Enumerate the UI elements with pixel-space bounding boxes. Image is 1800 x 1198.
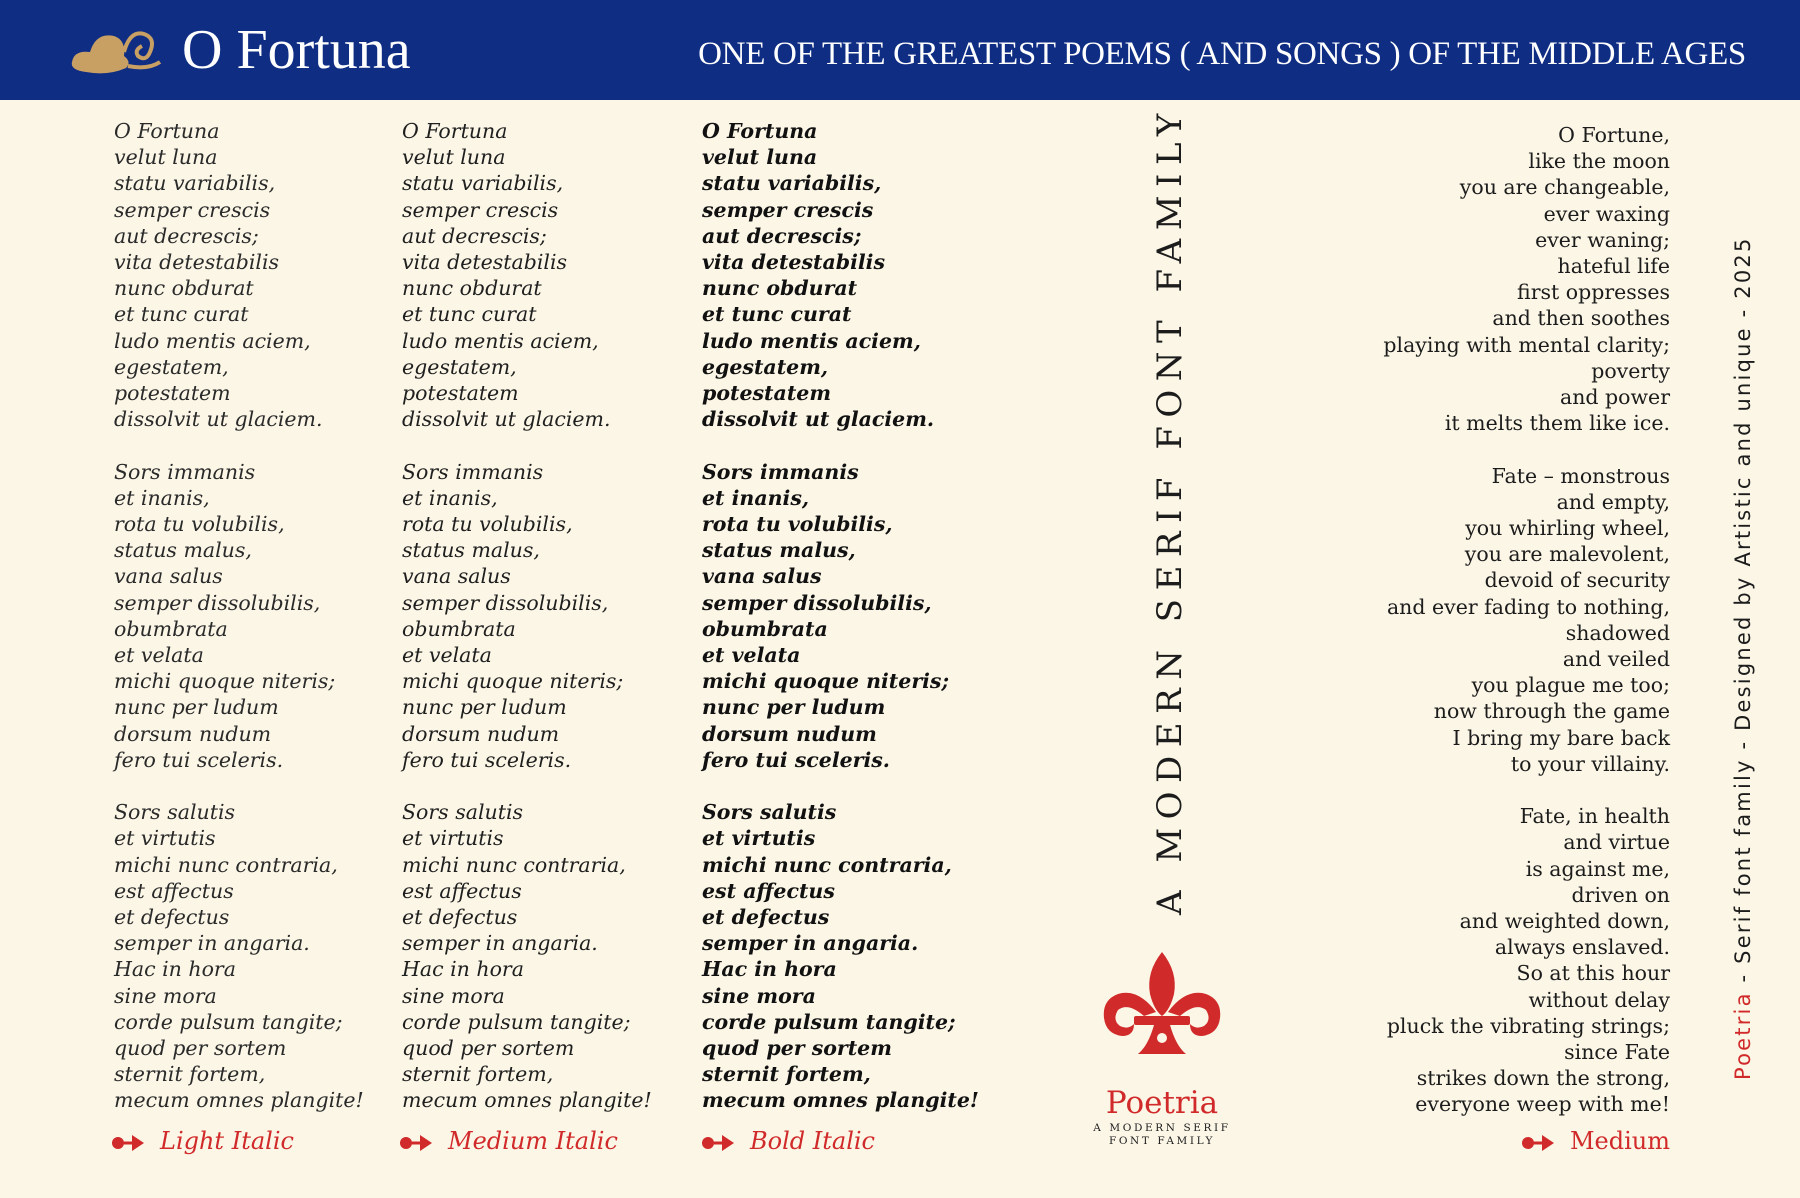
poetria-logo-subtitle-2: FONT FAMILY <box>1108 1135 1216 1147</box>
poem-line: potestatem <box>402 381 519 406</box>
poem-line: ever waning; <box>1535 227 1670 252</box>
poem-line: and empty, <box>1556 489 1670 514</box>
poem-line: sternit fortem, <box>114 1062 266 1087</box>
poem-line: nunc obdurat <box>402 276 542 301</box>
poem-line: rota tu volubilis, <box>114 512 285 537</box>
poem-line: statu variabilis, <box>114 171 276 196</box>
poem-line: quod per sortem <box>402 1036 575 1061</box>
poem-line: semper in angaria. <box>114 931 310 956</box>
caption-bold-italic <box>700 1124 875 1158</box>
caption-label: Bold Italic <box>750 1127 875 1155</box>
poem-line: et defectus <box>402 905 518 930</box>
poem-line: vana salus <box>114 564 223 589</box>
poem-line: first oppresses <box>1517 280 1670 305</box>
poem-line: status malus, <box>702 538 856 563</box>
poem-line: corde pulsum tangite; <box>702 1009 956 1034</box>
poem-line: dissolvit ut glaciem. <box>702 407 935 432</box>
poem-line: and power <box>1559 385 1670 410</box>
poem-line: semper dissolubilis, <box>402 590 609 615</box>
header-bar <box>0 0 1800 100</box>
poem-line: et velata <box>702 643 801 668</box>
poem-line: sine mora <box>402 983 505 1008</box>
poem-line: semper in angaria. <box>402 931 598 956</box>
poem-line: et inanis, <box>702 485 809 510</box>
stanza <box>402 799 652 1113</box>
caption-light-italic <box>110 1124 294 1158</box>
poem-line: it melts them like ice. <box>1444 411 1670 436</box>
poem-line: quod per sortem <box>702 1036 892 1061</box>
arrow-pointer-icon <box>1520 1132 1562 1154</box>
poem-line: driven on <box>1571 882 1670 907</box>
poem-line: nunc obdurat <box>702 276 858 301</box>
poem-line: poverty <box>1591 358 1670 383</box>
hat-swirl-icon <box>68 22 168 78</box>
poem-line: O Fortuna <box>114 119 220 143</box>
vertical-credit <box>1727 235 1759 1080</box>
poem-line: et inanis, <box>114 485 210 510</box>
poem-line: So at this hour <box>1516 961 1670 986</box>
poem-line: et tunc curat <box>702 302 852 327</box>
poem-line: semper crescis <box>114 197 271 222</box>
poem-line: Hac in hora <box>114 957 236 982</box>
poem-line: statu variabilis, <box>402 171 564 196</box>
caption-label: Light Italic <box>160 1127 294 1155</box>
poem-line: semper dissolubilis, <box>702 590 932 615</box>
latin-column-light-italic <box>114 118 364 1140</box>
poem-line: Fate – monstrous <box>1491 463 1670 488</box>
poem-line: fero tui sceleris. <box>402 747 572 772</box>
poem-line: quod per sortem <box>114 1036 287 1061</box>
poem-line: aut decrescis; <box>702 223 862 248</box>
caption-label: Medium Italic <box>448 1127 618 1155</box>
page-tagline: ONE OF THE GREATEST POEMS ( AND SONGS ) OF THE MIDDLE AGES <box>698 36 1746 72</box>
poem-line: fero tui sceleris. <box>702 747 890 772</box>
poem-line: semper dissolubilis, <box>114 590 321 615</box>
poem-line: est affectus <box>702 878 835 903</box>
poem-line: vita detestabilis <box>402 250 568 275</box>
poem-line: strikes down the strong, <box>1416 1066 1670 1091</box>
poem-line: and then soothes <box>1492 306 1670 331</box>
latin-column-medium-italic <box>402 118 652 1140</box>
poem-line: aut decrescis; <box>114 223 259 248</box>
poem-line: playing with mental clarity; <box>1383 332 1670 357</box>
poem-line: dorsum nudum <box>702 721 877 746</box>
poem-line: now through the game <box>1433 699 1670 724</box>
poem-line: et defectus <box>702 905 830 930</box>
arrow-pointer-icon <box>398 1132 440 1154</box>
poem-line: velut luna <box>402 145 506 170</box>
poem-line: you plague me too; <box>1471 673 1670 698</box>
poem-line: sternit fortem, <box>702 1062 871 1087</box>
poem-line: O Fortuna <box>402 119 508 143</box>
poem-line: Sors salutis <box>114 800 236 825</box>
poem-line: est affectus <box>114 878 234 903</box>
poem-line: sine mora <box>702 983 816 1008</box>
credit-text: - Serif font family - Designed by Artistic and unique - 2025 <box>1731 236 1755 992</box>
poem-line: devoid of security <box>1484 568 1670 593</box>
poem-line: Fate, in health <box>1519 804 1670 829</box>
poem-line: obumbrata <box>402 616 516 641</box>
poem-line: michi nunc contraria, <box>702 852 952 877</box>
credit-brand: Poetria <box>1731 991 1755 1080</box>
caption-label: Medium <box>1569 1127 1670 1155</box>
poem-line: Sors salutis <box>702 800 837 825</box>
poem-line: vana salus <box>702 564 822 589</box>
poem-line: is against me, <box>1525 856 1670 881</box>
poem-line: statu variabilis, <box>702 171 882 196</box>
caption-medium-italic <box>398 1124 618 1158</box>
stanza <box>702 799 979 1113</box>
stanza <box>702 118 979 432</box>
poem-line: corde pulsum tangite; <box>402 1009 631 1034</box>
arrow-pointer-icon <box>110 1132 152 1154</box>
poem-line: Sors immanis <box>114 459 256 484</box>
poem-line: velut luna <box>702 145 818 170</box>
poem-line: et inanis, <box>402 485 498 510</box>
stanza <box>114 799 364 1113</box>
stanza <box>114 459 364 773</box>
poem-line: et velata <box>114 643 204 668</box>
stanza <box>402 118 652 432</box>
poem-line: nunc per ludum <box>702 695 886 720</box>
poem-line: corde pulsum tangite; <box>114 1009 343 1034</box>
poem-line: O Fortuna <box>702 119 818 143</box>
poem-line: I bring my bare back <box>1452 725 1670 750</box>
poetria-logo <box>1062 1084 1262 1148</box>
poem-line: potestatem <box>114 381 231 406</box>
poem-line: Sors salutis <box>402 800 524 825</box>
poem-line: mecum omnes plangite! <box>702 1088 979 1113</box>
poem-line: sternit fortem, <box>402 1062 554 1087</box>
poem-line: always enslaved. <box>1494 935 1670 960</box>
poem-line: nunc per ludum <box>402 695 567 720</box>
poem-line: without delay <box>1528 987 1670 1012</box>
poem-line: dorsum nudum <box>402 721 560 746</box>
poem-line: O Fortune, <box>1558 123 1670 147</box>
poetria-logo-name: Poetria <box>1105 1085 1219 1121</box>
poem-line: you whirling wheel, <box>1465 516 1670 541</box>
poem-line: ludo mentis aciem, <box>402 328 599 353</box>
stanza <box>402 459 652 773</box>
poem-line: and veiled <box>1562 647 1670 672</box>
poem-line: status malus, <box>114 538 252 563</box>
poem-line: aut decrescis; <box>402 223 547 248</box>
poem-line: velut luna <box>114 145 218 170</box>
poem-line: rota tu volubilis, <box>702 512 893 537</box>
poem-line: semper crescis <box>402 197 559 222</box>
poem-line: Sors immanis <box>702 459 859 484</box>
caption-medium <box>1520 1124 1670 1158</box>
poem-line: dorsum nudum <box>114 721 272 746</box>
poem-line: et tunc curat <box>402 302 537 327</box>
stanza <box>1383 463 1670 777</box>
poem-line: dissolvit ut glaciem. <box>402 407 611 432</box>
poem-line: to your villainy. <box>1510 751 1670 776</box>
poem-line: ludo mentis aciem, <box>114 328 311 353</box>
poem-line: and ever fading to nothing, <box>1386 594 1670 619</box>
poem-line: you are malevolent, <box>1464 542 1670 567</box>
poem-line: since Fate <box>1564 1040 1670 1065</box>
poem-line: et defectus <box>114 905 230 930</box>
poem-line: michi quoque niteris; <box>702 669 950 694</box>
latin-column-bold-italic <box>702 118 979 1140</box>
poem-line: est affectus <box>402 878 522 903</box>
poem-line: rota tu volubilis, <box>402 512 573 537</box>
poem-line: and virtue <box>1563 830 1670 855</box>
poem-line: Hac in hora <box>702 957 837 982</box>
stanza <box>1383 122 1670 436</box>
poem-line: nunc obdurat <box>114 276 254 301</box>
poetria-logo-subtitle-1: A MODERN SERIF <box>1093 1122 1231 1134</box>
poem-line: michi nunc contraria, <box>114 852 338 877</box>
poem-line: shadowed <box>1565 620 1670 645</box>
poem-line: et virtutis <box>402 826 504 851</box>
poem-line: michi nunc contraria, <box>402 852 626 877</box>
poem-line: mecum omnes plangite! <box>402 1088 652 1113</box>
poem-line: hateful life <box>1557 254 1670 279</box>
poem-line: nunc per ludum <box>114 695 279 720</box>
vertical-title: A MODERN SERIF FONT FAMILY <box>1150 105 1190 915</box>
poem-line: Hac in hora <box>402 957 524 982</box>
poem-line: vita detestabilis <box>702 250 886 275</box>
poem-line: mecum omnes plangite! <box>114 1088 364 1113</box>
poem-line: semper crescis <box>702 197 874 222</box>
stanza <box>114 118 364 432</box>
poem-line: michi quoque niteris; <box>114 669 336 694</box>
poem-line: michi quoque niteris; <box>402 669 624 694</box>
stanza <box>1383 803 1670 1117</box>
poem-line: egestatem, <box>114 354 229 379</box>
poem-line: et tunc curat <box>114 302 249 327</box>
poem-line: egestatem, <box>402 354 517 379</box>
page-title: O Fortuna <box>182 19 411 81</box>
poem-line: obumbrata <box>114 616 228 641</box>
poem-line: Sors immanis <box>402 459 544 484</box>
poem-line: vita detestabilis <box>114 250 280 275</box>
poem-line: ever waxing <box>1543 201 1670 226</box>
poem-line: sine mora <box>114 983 217 1008</box>
poem-line: fero tui sceleris. <box>114 747 284 772</box>
poem-line: you are changeable, <box>1459 175 1670 200</box>
fleur-de-lis-icon <box>1098 950 1226 1062</box>
poem-line: pluck the vibrating strings; <box>1386 1013 1670 1038</box>
stanza <box>702 459 979 773</box>
arrow-pointer-icon <box>700 1132 742 1154</box>
poem-line: like the moon <box>1528 149 1670 174</box>
poem-line: vana salus <box>402 564 511 589</box>
poem-line: et virtutis <box>702 826 816 851</box>
poem-line: obumbrata <box>702 616 828 641</box>
poem-line: potestatem <box>702 381 832 406</box>
poem-line: semper in angaria. <box>702 931 919 956</box>
poem-line: et virtutis <box>114 826 216 851</box>
poem-line: egestatem, <box>702 354 829 379</box>
poem-line: everyone weep with me! <box>1415 1092 1670 1117</box>
english-column-medium <box>1383 122 1670 1144</box>
poem-line: ludo mentis aciem, <box>702 328 921 353</box>
poem-line: status malus, <box>402 538 540 563</box>
poem-line: et velata <box>402 643 492 668</box>
poem-line: and weighted down, <box>1459 909 1670 934</box>
poem-line: dissolvit ut glaciem. <box>114 407 323 432</box>
